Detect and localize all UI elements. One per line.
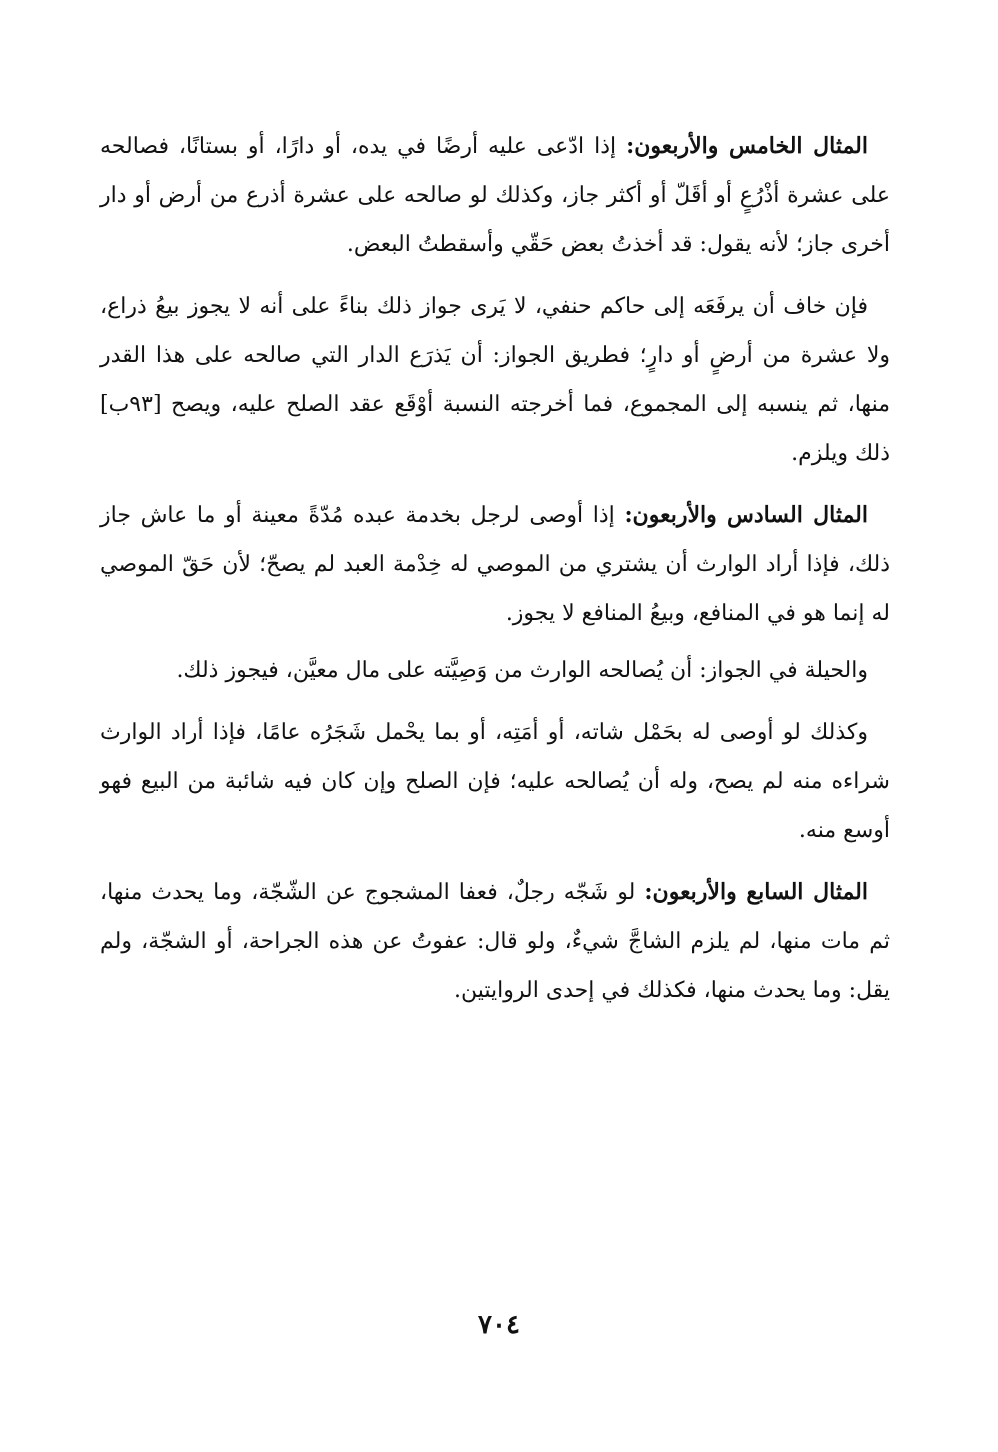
paragraph-text: إذا ادّعى عليه أرضًا في يده، أو دارًا، أو بستانًا، فصالحه على عشرة أذْرُعٍ أو أقَلّ أو أكثر جاز، وكذلك لو صالحه على عشرة أذرع من أرض أو دار أخرى جاز؛ لأنه يقول: قد أخذتُ بعض حَقّي وأسقطتُ البعض. — [100, 134, 890, 257]
paragraph-bequest — [100, 708, 890, 855]
paragraph-heading: المثال السابع والأربعون: — [644, 879, 868, 905]
paragraph-hanafi-note — [100, 282, 890, 478]
paragraph-text: فإن خاف أن يرفَعَه إلى حاكم حنفي، لا يَرى جواز ذلك بناءً على أنه لا يجوز بيعُ ذراع، ولا عشرة من أرضٍ أو دارٍ؛ فطريق الجواز: أن يَذرَع الدار التي صالحه على هذا القدر منها، ثم ينسبه إلى المجموع، فما أخرجته النسبة أوْقَع عقد الصلح عليه، ويصح [٩٣ب] ذلك ويلزم. — [100, 294, 890, 466]
paragraph-text: إذا أوصى لرجل بخدمة عبده مُدّةً معينة أو ما عاش جاز ذلك، فإذا أراد الوارث أن يشتري من الموصي له خِدْمة العبد لم يصحّ؛ لأن حَقّ الموصي له إنما هو في المنافع، وبيعُ المنافع لا يجوز. — [100, 503, 890, 626]
page-number: ٧٠٤ — [478, 1310, 520, 1340]
paragraph-text: والحيلة في الجواز: أن يُصالحه الوارث من وَصِيَّته على مال معيَّن، فيجوز ذلك. — [176, 658, 868, 683]
paragraph-example-47 — [100, 868, 890, 1015]
paragraph-heading: المثال السادس والأربعون: — [624, 502, 869, 528]
body-text — [100, 122, 890, 1028]
paragraph-heading: المثال الخامس والأربعون: — [626, 133, 868, 159]
paragraph-text: لو شَجّه رجلٌ، فعفا المشجوج عن الشّجّة، وما يحدث منها، ثم مات منها، لم يلزم الشاجَّ شيءٌ، ولو قال: عفوتُ عن هذه الجراحة، أو الشجّة، ولم يقل: وما يحدث منها، فكذلك في إحدى الروايتين. — [100, 880, 890, 1003]
paragraph-example-46 — [100, 491, 890, 638]
paragraph-text: وكذلك لو أوصى له بحَمْل شاته، أو أمَتِه، أو بما يحْمل شَجَرُه عامًا، فإذا أراد الوارث شراءه منه لم يصح، وله أن يُصالحه عليه؛ فإن الصلح وإن كان فيه شائبة من البيع فهو أوسع منه. — [100, 720, 890, 843]
paragraph-stratagem — [100, 646, 890, 695]
paragraph-example-45 — [100, 122, 890, 269]
